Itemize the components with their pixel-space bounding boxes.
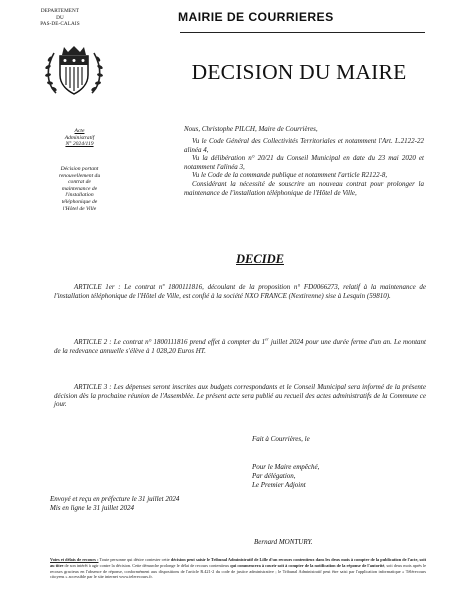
acte-number: N° 2024/119 <box>65 141 94 148</box>
acte-reference <box>42 128 117 148</box>
place-date-line: Fait à Courrières, le <box>252 435 310 443</box>
decision-summary-line: l'Hôtel de Ville <box>62 205 97 212</box>
decision-summary <box>42 166 117 212</box>
decide-heading: DECIDE <box>236 252 284 266</box>
article-1: ARTICLE 1er : Le contrat nº 1800111816, découlant de la proposition n° FD0066273, relatif à la maintenance de l'installation téléphonique de l'Hôtel de Ville, est confié à la société NXO FRANCE (Nextirenne) sise à Lesquin (59810). <box>54 283 426 300</box>
considerant: Considérant la nécessité de souscrire un nouveau contrat pour prolonger la maintenance de l'installation téléphonique de l'Hôtel de Ville, <box>184 180 424 197</box>
department-line: PAS-DE-CALAIS <box>40 21 80 28</box>
appeal-notice-bold: décision peut saisir le Tribunal Administratif de Lille d'un recours contentieux dans les deux mois à compter de la publication de l'acte, soit au titre <box>50 557 427 568</box>
acte-line: Acte <box>74 128 85 134</box>
article-2 <box>54 338 426 355</box>
signatory-line: Pour le Maire empêché, <box>252 463 320 471</box>
legal-basis-cgct: Vu le Code Général des Collectivités Territoriales et notamment l'Art. L.2122-22 alinéa 4, <box>184 137 424 154</box>
decision-summary-line: Décision portant <box>60 166 99 172</box>
department-line: DU <box>56 14 64 21</box>
article-3: ARTICLE 3 : Les dépenses seront inscrites aux budgets correspondants et le Conseil Municipal sera informé de la présente décision dès la prochaine réunion de l'Assemblée. Le présent acte sera publié au recueil des actes administratifs de la Commune ce jour. <box>54 383 426 409</box>
appeal-notice-text: , soit deux mois après le recours gracieux en l'absence de réponse, conformément aux dispositions de l'article R.421-2 du code de justice administrative ; le Tribunal Administratif peut être saisi par l'application informatique « Télérecours citoyens » accessible par le site internet www.telerecours.fr. <box>50 562 426 580</box>
mairie-heading: MAIRIE DE COURRIERES <box>178 10 334 24</box>
appeal-notice <box>50 557 426 580</box>
signatory-block <box>252 463 319 489</box>
department-line: DEPARTEMENT <box>40 8 80 14</box>
signatory-line: Le Premier Adjoint <box>252 480 306 489</box>
appeal-notice-bold: qui commencera à courir soit à compter de la notification de la réponse de l'autorité <box>230 562 385 568</box>
appeal-notice-text: Toute personne qui désire contester cette <box>98 557 171 562</box>
department-block <box>30 8 90 28</box>
online-publication: Mis en ligne le 31 juillet 2024 <box>50 503 134 512</box>
prefecture-receipt: Envoyé et reçu en préfecture le 31 juillet 2024 <box>50 495 180 503</box>
signatory-name: Bernard MONTURY. <box>254 538 313 546</box>
page-title: DECISION DU MAIRE <box>191 60 407 84</box>
header-divider <box>180 32 425 33</box>
appeal-notice-text: de son intérêt à agir contre la décision. Cette démarche prolonge le délai de recours contentieux <box>63 562 231 568</box>
appeal-notice-heading: Voies et délais de recours : <box>50 557 99 562</box>
coat-of-arms-logo <box>42 45 106 97</box>
article-2-text-cont: juillet 2024 pour une durée ferme d'un an. Le montant de la redevance annuelle s'élève à 1 028,20 Euros HT. <box>54 338 426 355</box>
legal-basis-commande-publique: Vu le Code de la commande publique et notamment l'article R2122-8, <box>192 171 388 180</box>
transmission-info <box>50 495 179 513</box>
signatory-line: Par délégation, <box>252 471 296 480</box>
preamble <box>184 125 424 197</box>
legal-basis-deliberation: Vu la délibération n° 20/21 du Conseil Municipal en date du 23 mai 2020 et notamment l'alinéa 3, <box>184 154 424 171</box>
decision-summary-line: l'installation <box>65 192 94 199</box>
article-2-superscript: er <box>265 336 269 342</box>
decision-summary-line: maintenance de <box>61 185 98 192</box>
decision-summary-line: renouvellement du <box>58 172 101 179</box>
mayor-statement: Nous, Christophe PILCH, Maire de Courrières, <box>184 125 318 133</box>
article-2-text: ARTICLE 2 : Le contrat n° 1800111816 prend effet à compter du 1 <box>74 338 266 346</box>
decision-summary-line: téléphonique de <box>61 198 98 205</box>
acte-line: Administratif <box>64 134 95 141</box>
decision-summary-line: contrat de <box>68 179 91 186</box>
